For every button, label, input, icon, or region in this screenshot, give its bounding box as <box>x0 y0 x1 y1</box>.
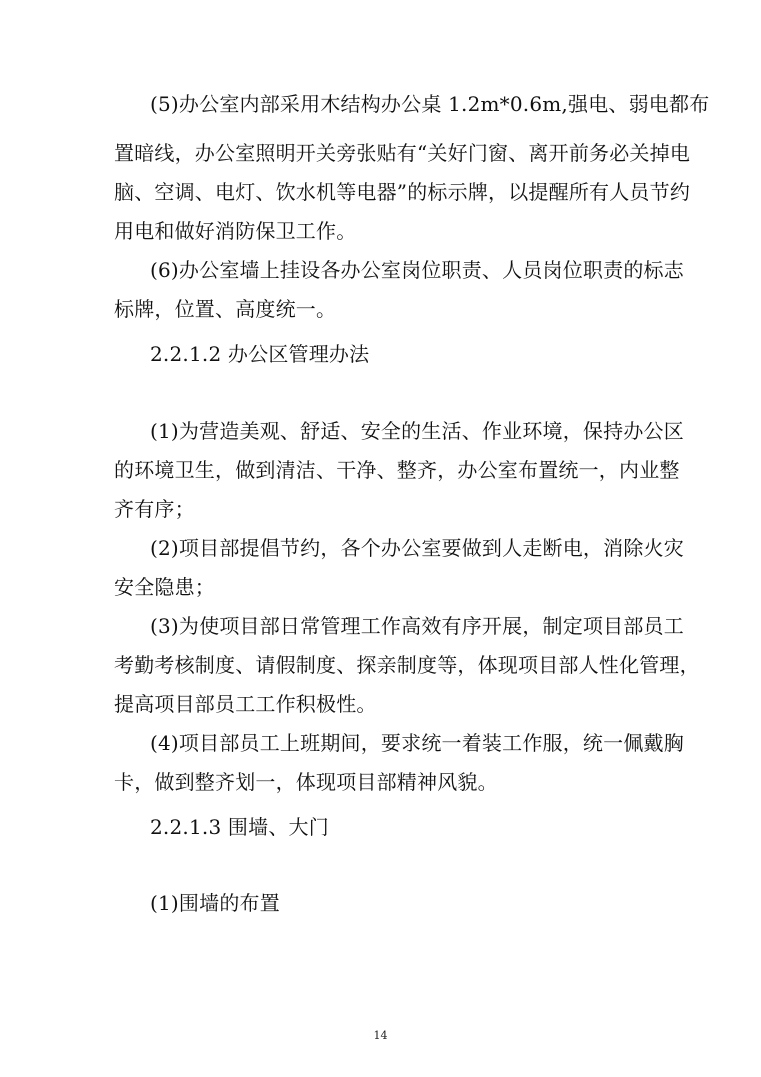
section-heading-2-2-1-3: 2.2.1.3 围墙、大门 <box>150 815 329 839</box>
paragraph-1-line-2: 的环境卫生，做到清洁、干净、整齐，办公室布置统一，内业整 <box>114 458 680 482</box>
paragraph-6-line-2: 标牌，位置、高度统一。 <box>114 297 337 321</box>
paragraph-4-line-1: (4)项目部员工上班期间，要求统一着装工作服，统一佩戴胸 <box>150 731 684 755</box>
paragraph-5-line-2: 置暗线，办公室照明开关旁张贴有“关好门窗、离开前务必关掉电 <box>114 141 691 165</box>
paragraph-5-line-4: 用电和做好消防保卫工作。 <box>114 219 357 243</box>
paragraph-2-line-2: 安全隐患； <box>114 575 215 599</box>
paragraph-2-line-1: (2)项目部提倡节约，各个办公室要做到人走断电，消除火灾 <box>150 536 684 560</box>
paragraph-3-line-3: 提高项目部员工工作积极性。 <box>114 692 377 716</box>
subsection-wall-layout: (1)围墙的布置 <box>150 891 280 915</box>
paragraph-5-line-3: 脑、空调、电灯、饮水机等电器”的标示牌，以提醒所有人员节约 <box>114 180 691 204</box>
paragraph-1-line-1: (1)为营造美观、舒适、安全的生活、作业环境，保持办公区 <box>150 419 684 443</box>
paragraph-3-line-2: 考勤考核制度、请假制度、探亲制度等，体现项目部人性化管理， <box>114 653 700 677</box>
paragraph-4-line-2: 卡，做到整齐划一，体现项目部精神风貌。 <box>114 770 498 794</box>
paragraph-1-line-3: 齐有序； <box>114 497 195 521</box>
paragraph-3-line-1: (3)为使项目部日常管理工作高效有序开展，制定项目部员工 <box>150 614 684 638</box>
page-number: 14 <box>373 1029 388 1042</box>
paragraph-6-line-1: (6)办公室墙上挂设各办公室岗位职责、人员岗位职责的标志 <box>150 258 684 282</box>
paragraph-5-line-1: (5)办公室内部采用木结构办公桌 1.2m*0.6m,强电、弱电都布 <box>150 92 710 116</box>
section-heading-2-2-1-2: 2.2.1.2 办公区管理办法 <box>150 342 370 366</box>
